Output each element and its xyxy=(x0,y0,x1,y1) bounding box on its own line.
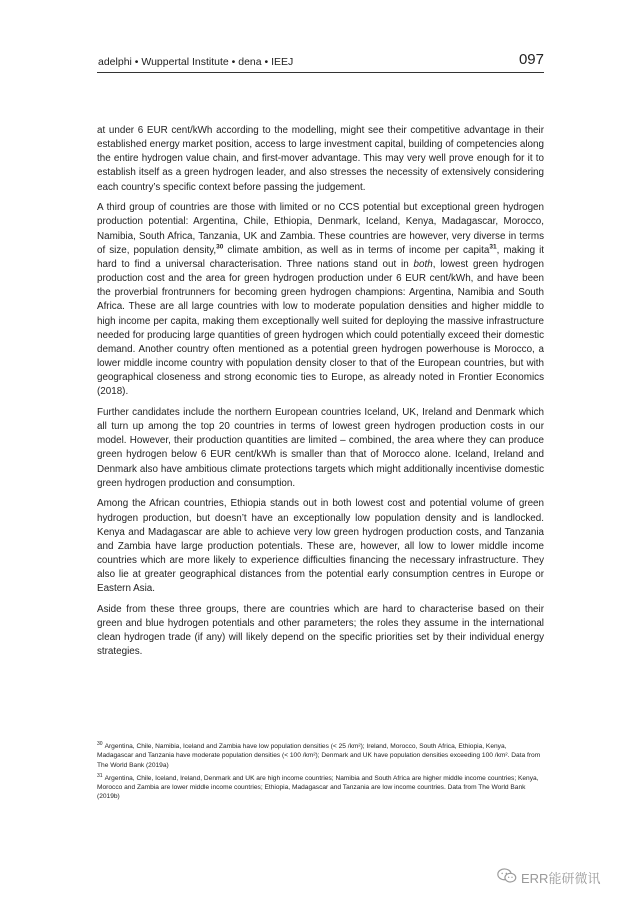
running-title: adelphi • Wuppertal Institute • dena • IEEJ xyxy=(98,56,294,68)
paragraph: A third group of countries are those with limited or no CCS potential but exceptional green hydrogen production potential: Argentina, Chile, Ethiopia, Denmark, Iceland, Kenya, Madagascar, Morocco, Namibia, South Africa, Tanzania, UK and Zambia. These countries are however, very diverse in terms of size, population density,$^{30}$ climate ambition, as well as in terms of income per capita$^{31}$, making it hard to find a universal characterisation. Three nations stand out in both, lowest green hydrogen production cost and the area for green hydrogen production under 6 EUR cent/kWh, and have been the proverbial frontrunners for becoming green hydrogen champions: Argentina, Namibia and South Africa. These are all large countries with low to moderate population densities and higher middle to high income per capita, making them exceptionally well suited for deploying the massive infrastructure needed for producing large quantities of green hydrogen which could potentially exceed their domestic demand. Another country often mentioned as a potential green hydrogen powerhouse is Morocco, a lower middle income country with population density closer to that of the European countries, but with geographical closeness and strong economic ties to Europe, as already noted in Frontier Economics (2018). xyxy=(97,202,545,398)
paragraph: Aside from these three groups, there are countries which are hard to characterise based on their green and blue hydrogen potentials and other parameters; the roles they assume in the international clean hydrogen trade (if any) will likely depend on the specific priorities set by their individual energy strategies. xyxy=(97,604,544,658)
footnote-ref[interactable]: 31 xyxy=(489,243,497,251)
footnote-number: 31 xyxy=(97,772,103,779)
emphasis: both xyxy=(413,258,433,270)
wechat-icon xyxy=(497,867,517,888)
page-number: 097 xyxy=(518,51,544,68)
running-header xyxy=(97,50,544,73)
paragraph: at under 6 EUR cent/kWh according to the modelling, might see their competitive advantage in their established energy market position, access to large investment capital, building of competencies along the entire hydrogen value chain, and first-mover advantage. This may very well prove enough for it to establish itself as a green hydrogen leader, and also stresses the necessity of extensively considering each country’s specific context before passing the judgement. xyxy=(97,125,544,193)
footnote-text: Argentina, Chile, Namibia, Iceland and Zambia have low population densities (< 25 /km²); Ireland, Morocco, South Africa, Ethiopia, Kenya, Madagascar and Tanzania have moderate population densities (< 100 /km²); Denmark and UK have population densities exceeding 100 /km². Data from The World Bank (2019a) xyxy=(97,743,541,769)
footnote-ref[interactable]: 30 xyxy=(216,243,224,251)
footnote xyxy=(97,774,544,802)
paragraph: Among the African countries, Ethiopia stands out in both lowest cost and potential volume of green hydrogen production, but doesn’t have an exceptionally low population density and is landlocked. Kenya and Madagascar are able to achieve very low green hydrogen production costs, and Tanzania and Zambia have large production potentials. These are, however, all low to lower middle income countries which are more likely to experience difficulties financing the necessary infrastructure. They also lie at greater geographical distances from the potential early consumption centres in Europe or Eastern Asia. xyxy=(97,498,544,595)
footnote-number: 30 xyxy=(97,740,103,747)
watermark xyxy=(497,866,627,888)
main-text xyxy=(97,124,544,666)
footnotes xyxy=(97,742,544,806)
footnote-text: Argentina, Chile, Iceland, Ireland, Denmark and UK are high income countries; Namibia and South Africa are higher middle income countries; Kenya, Morocco and Zambia are lower middle income countries; Ethiopia, Madagascar and Tanzania are low income countries. Data from The World Bank (2019b) xyxy=(97,774,539,801)
watermark-label: ERR能研微讯 xyxy=(521,870,601,886)
footnote xyxy=(97,742,544,770)
paragraph: Further candidates include the northern European countries Iceland, UK, Ireland and Denmark which all turn up among the top 20 countries in terms of lowest green hydrogen production costs in our model. However, their production quantities are limited – combined, the area where they can produce green hydrogen below 6 EUR cent/kWh is smaller than that of Morocco alone. Iceland, Ireland and Denmark also have ambitious climate protections targets which might additionally incentivise domestic green hydrogen production and consumption. xyxy=(97,406,544,489)
